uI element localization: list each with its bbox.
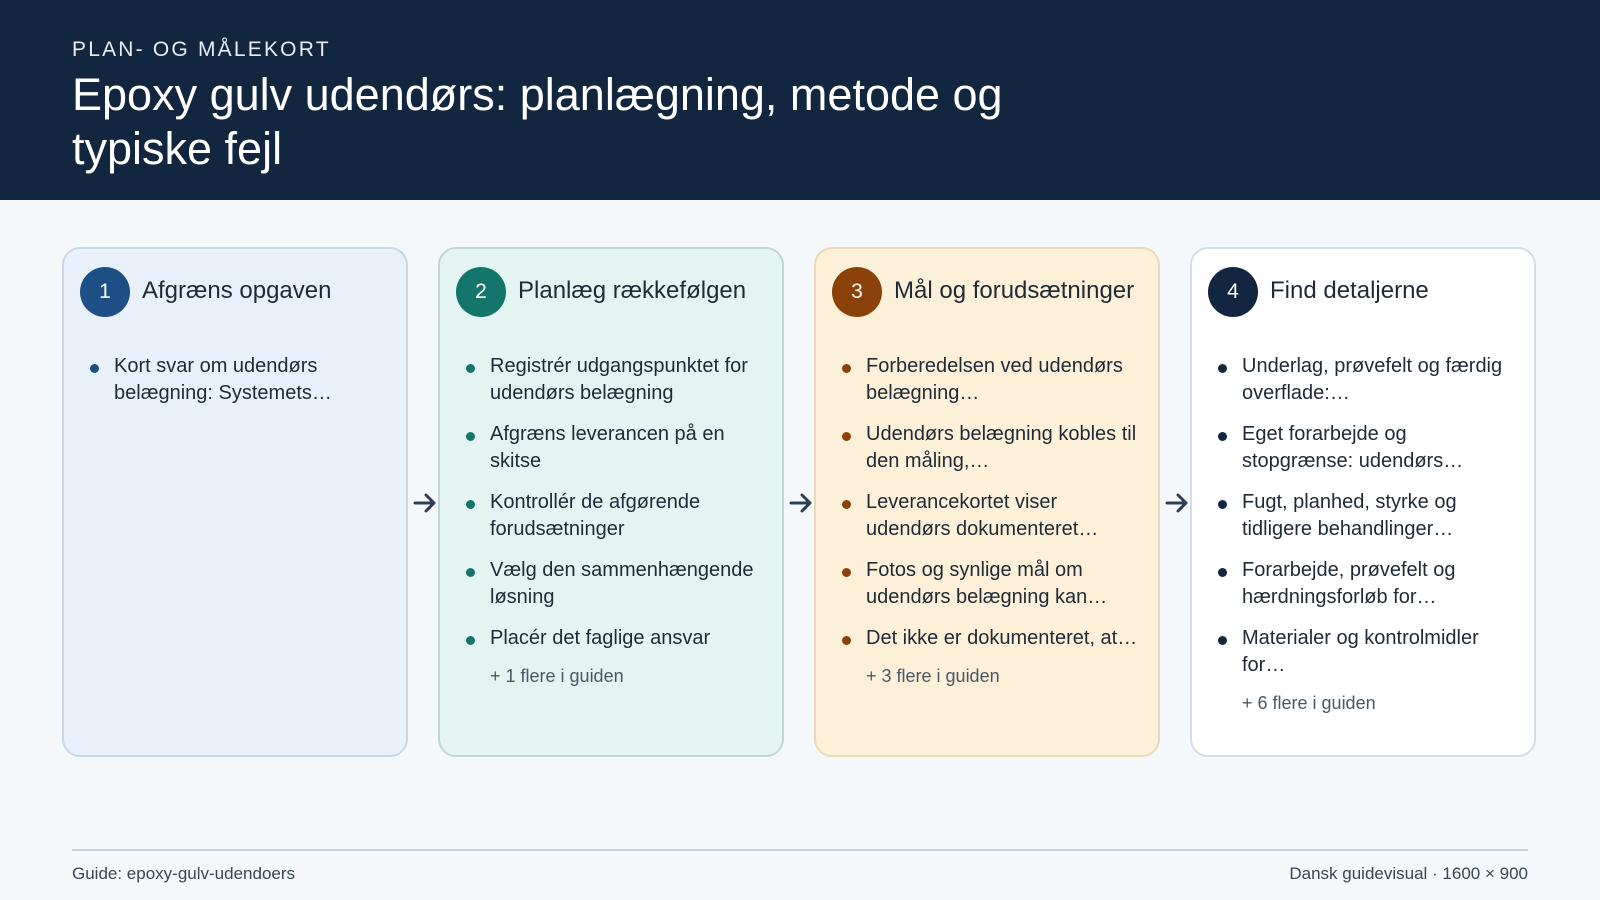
arrow-right-icon	[412, 490, 438, 516]
step-number-badge: 4	[1208, 267, 1258, 317]
list-item: Leverancekortet viser udendørs dokumenteret…	[842, 489, 1144, 543]
eyebrow-label: PLAN- OG MÅLEKORT	[72, 38, 331, 61]
step-title: Afgræns opgaven	[142, 277, 332, 304]
step-card-2	[438, 247, 784, 757]
step-title: Find detaljerne	[1270, 277, 1429, 304]
list-item: Afgræns leverancen på en skitse	[466, 421, 768, 475]
list-item: Fotos og synlige mål om udendørs belægning kan…	[842, 557, 1144, 611]
more-in-guide-note: + 3 flere i guiden	[866, 666, 1000, 686]
list-item: Placér det faglige ansvar	[466, 625, 768, 652]
list-item: Fugt, planhed, styrke og tidligere behandlinger…	[1218, 489, 1520, 543]
footer-divider	[72, 849, 1528, 851]
step-item-list	[842, 353, 1144, 687]
list-item: Underlag, prøvefelt og færdig overflade:…	[1218, 353, 1520, 407]
step-card-3	[814, 247, 1160, 757]
list-item: Eget forarbejde og stopgrænse: udendørs…	[1218, 421, 1520, 475]
step-title: Planlæg rækkefølgen	[518, 277, 747, 304]
list-item: Udendørs belægning kobles til den måling,…	[842, 421, 1144, 475]
list-item: Kort svar om udendørs belægning: Systemets…	[90, 353, 392, 407]
step-number-badge: 1	[80, 267, 130, 317]
step-card-1	[62, 247, 408, 757]
step-number-badge: 3	[832, 267, 882, 317]
more-in-guide-note: + 1 flere i guiden	[490, 666, 624, 686]
more-in-guide-note: + 6 flere i guiden	[1242, 693, 1376, 713]
arrow-right-icon	[1164, 490, 1190, 516]
list-item: Forberedelsen ved udendørs belægning…	[842, 353, 1144, 407]
step-item-list	[90, 353, 392, 421]
footer-meta: Dansk guidevisual · 1600 × 900	[1289, 864, 1528, 883]
header-banner	[0, 0, 1600, 200]
list-item: Det ikke er dokumenteret, at…	[842, 625, 1144, 652]
footer-guide-slug: Guide: epoxy-gulv-udendoers	[72, 864, 296, 883]
step-title: Mål og forudsætninger	[894, 277, 1135, 304]
page-title: Epoxy gulv udendørs: planlægning, metode og typiske fejl	[72, 69, 1003, 174]
step-number-badge: 2	[456, 267, 506, 317]
list-item: Materialer og kontrolmidler for…	[1218, 625, 1520, 679]
list-item: Registrér udgangspunktet for udendørs belægning	[466, 353, 768, 407]
list-item: Vælg den sammenhængende løsning	[466, 557, 768, 611]
step-item-list	[1218, 353, 1520, 714]
list-item: Kontrollér de afgørende forudsætninger	[466, 489, 768, 543]
list-item: Forarbejde, prøvefelt og hærdningsforløb for…	[1218, 557, 1520, 611]
step-item-list	[466, 353, 768, 687]
step-card-4	[1190, 247, 1536, 757]
arrow-right-icon	[788, 490, 814, 516]
